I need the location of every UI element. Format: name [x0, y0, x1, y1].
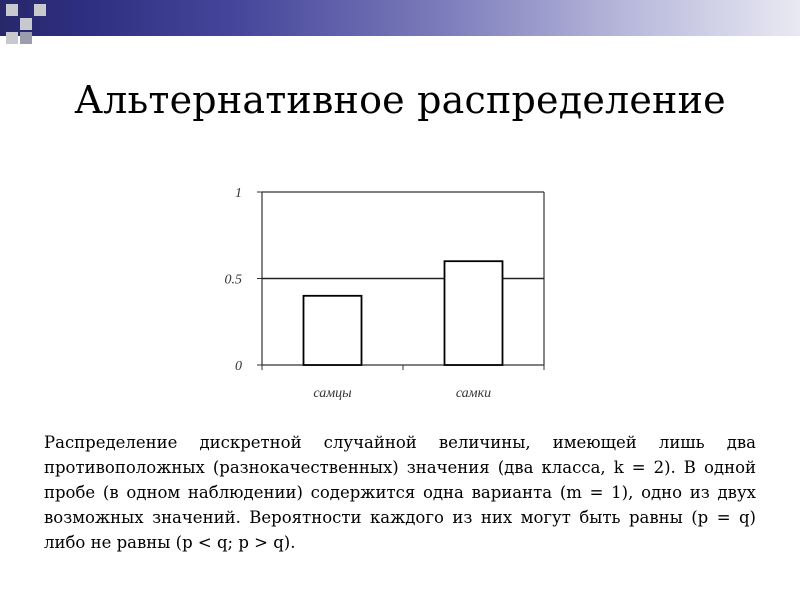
y-tick-label: 0	[235, 359, 242, 374]
y-tick-label: 0.5	[224, 272, 242, 288]
x-category-labels	[313, 386, 491, 401]
bar-chart	[200, 172, 570, 412]
decorative-square	[20, 18, 32, 30]
header-band	[0, 0, 800, 36]
decorative-square	[20, 32, 32, 44]
bars-group	[304, 261, 503, 365]
y-tick-label: 1	[235, 186, 242, 201]
y-tick-labels	[225, 186, 243, 374]
decorative-square	[6, 32, 18, 44]
decorative-square	[6, 4, 18, 16]
decorative-square	[34, 4, 46, 16]
x-category-label: самцы	[313, 386, 352, 401]
bar-2	[445, 261, 503, 365]
description-text: Распределение дискретной случайной величины, имеющей лишь два противоположных (разнокачественных) значения (два класса, k = 2). В одной пробе (в одном наблюдении) содержится одна варианта (m = 1), одно из двух возможных значений. Вероятности каждого из них могут быть равны (p = q) либо не равны (p < q; p > q).	[44, 433, 756, 552]
bar-1	[304, 296, 362, 365]
slide-title: Альтернативное распределение	[74, 78, 726, 122]
x-category-label: самки	[455, 386, 492, 401]
